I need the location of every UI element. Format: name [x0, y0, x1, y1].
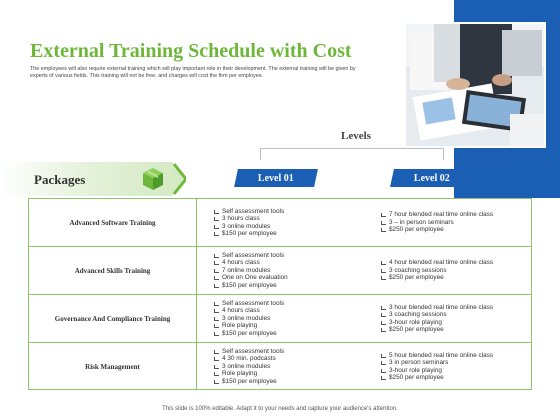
- list-item: 3-hour role playing: [380, 319, 493, 326]
- list-item: Self assessment tools: [213, 348, 284, 355]
- level-02-cell: [364, 199, 531, 246]
- list-item: 3 hours class: [213, 215, 284, 222]
- level-01-cell: [197, 343, 364, 390]
- level-01-label: Level 01: [258, 172, 294, 184]
- levels-label: Levels: [341, 130, 371, 142]
- office-photo: [404, 22, 546, 148]
- level-02-cell: [364, 247, 531, 294]
- list-item: 3 – in person seminars: [380, 219, 493, 226]
- table-row: [29, 199, 531, 246]
- level-02-label: Level 02: [414, 172, 450, 184]
- level-01-cell: [197, 295, 364, 342]
- list-item: 3 hour blended real time online class: [380, 304, 493, 311]
- list-item: 3-hour role playing: [380, 367, 493, 374]
- list-item: One on One evaluation: [213, 274, 288, 281]
- box-icon: [142, 167, 164, 191]
- list-item: 4 hours class: [213, 259, 288, 266]
- list-item: 4 hours class: [213, 307, 284, 314]
- training-table: [28, 198, 532, 390]
- list-item: 4 30 min. podcasts: [213, 355, 284, 362]
- list-item: Self assessment tools: [213, 208, 284, 215]
- list-item: $250 per employee: [380, 326, 493, 333]
- list-item: 5 hour blended real time online class: [380, 352, 493, 359]
- list-item: Self assessment tools: [213, 300, 284, 307]
- table-row: [29, 247, 531, 294]
- list-item: $150 per employee: [213, 230, 284, 237]
- level-02-cell: [364, 295, 531, 342]
- level-01-cell: [197, 247, 364, 294]
- level-02-cell: [364, 343, 531, 390]
- packages-label: Packages: [34, 172, 86, 187]
- list-item: 7 hour blended real time online class: [380, 211, 493, 218]
- page-subtitle: The employees will also require external training which will play important role in their development. The external training will be given by experts of various fields. This training will not be free, and charges will cost the firm per employee.: [30, 66, 356, 79]
- table-row: [29, 295, 531, 342]
- list-item: Self assessment tools: [213, 252, 288, 259]
- office-photo-illustration: [406, 24, 546, 148]
- list-item: 3 coaching sessions: [380, 267, 493, 274]
- package-name: Advanced Skills Training: [29, 247, 197, 294]
- level-02-header: [390, 169, 474, 187]
- list-item: Role playing: [213, 370, 284, 377]
- list-item: 4 hour blended real time online class: [380, 259, 493, 266]
- list-item: 3 online modules: [213, 315, 284, 322]
- list-item: 3 in person seminars: [380, 359, 493, 366]
- table-row: [29, 343, 531, 390]
- package-name: Governance And Compliance Training: [29, 295, 197, 342]
- list-item: 3 online modules: [213, 223, 284, 230]
- list-item: $250 per employee: [380, 226, 493, 233]
- list-item: $150 per employee: [213, 282, 288, 289]
- package-name: Risk Management: [29, 343, 197, 390]
- list-item: $150 per employee: [213, 330, 284, 337]
- list-item: $250 per employee: [380, 274, 493, 281]
- page-title: External Training Schedule with Cost: [30, 40, 352, 62]
- level-01-cell: [197, 199, 364, 246]
- levels-bracket: [260, 148, 444, 160]
- list-item: Role playing: [213, 322, 284, 329]
- list-item: 3 coaching sessions: [380, 311, 493, 318]
- footer-note: This slide is 100% editable. Adapt it to your needs and capture your audience's attention.: [162, 406, 398, 412]
- list-item: 3 online modules: [213, 363, 284, 370]
- package-name: Advanced Software Training: [29, 199, 197, 246]
- level-01-header: [234, 169, 318, 187]
- list-item: $150 per employee: [213, 378, 284, 385]
- list-item: $250 per employee: [380, 374, 493, 381]
- list-item: 7 online modules: [213, 267, 288, 274]
